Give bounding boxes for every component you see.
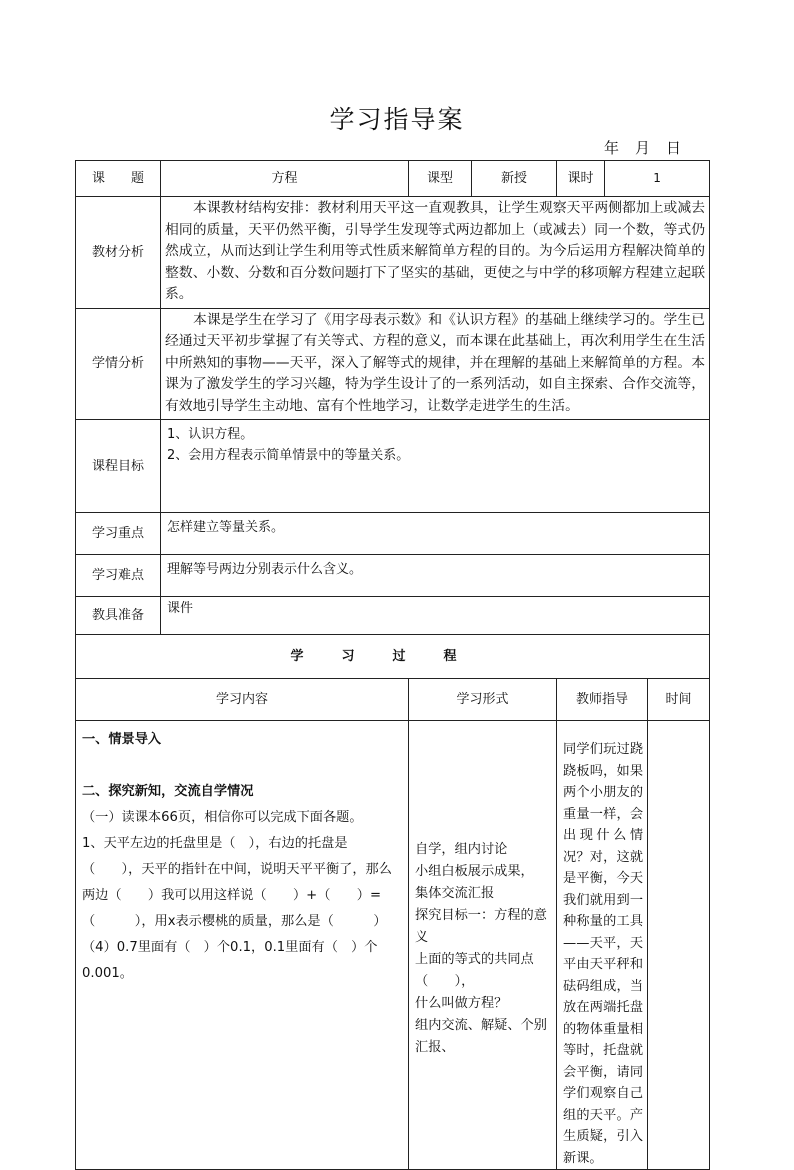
tools-row xyxy=(76,597,710,635)
section-explore: 二、探究新知，交流自学情况 xyxy=(82,784,254,799)
date-line xyxy=(604,137,697,158)
form-line: 探究目标一：方程的意义 xyxy=(415,908,547,945)
col-guide-header: 教师指导 xyxy=(557,679,648,721)
col-content-header: 学习内容 xyxy=(76,679,409,721)
topic-value: 方程 xyxy=(161,161,409,197)
difficulty-row xyxy=(76,555,710,597)
difficulty-label: 学习难点 xyxy=(76,555,161,597)
process-column-headers xyxy=(76,679,710,721)
col-form-header: 学习形式 xyxy=(409,679,557,721)
section-intro: 一、情景导入 xyxy=(82,732,162,747)
material-row xyxy=(76,197,710,309)
key-row xyxy=(76,513,710,555)
content-cell xyxy=(76,721,409,1170)
content-paragraph: 1、天平左边的托盘里是（ ），右边的托盘是（ ），天平的指针在中间，说明天平平衡了，那么两边（ ）我可以用这样说（ ）+（ ）=（ ），用x表示樱桃的质量，那么是（ ） xyxy=(82,836,392,929)
goal-text xyxy=(161,420,710,513)
goal-label: 课程目标 xyxy=(76,420,161,513)
form-cell xyxy=(409,721,557,1170)
difficulty-text: 理解等号两边分别表示什么含义。 xyxy=(161,555,710,597)
type-label: 课型 xyxy=(409,161,472,197)
content-paragraph: （4）0.7里面有（ ）个0.1，0.1里面有（ ）个0.001。 xyxy=(82,940,378,981)
process-heading: 学习过程 xyxy=(76,635,710,679)
student-label: 学情分析 xyxy=(76,308,161,420)
date-year: 年 xyxy=(604,139,620,157)
col-time-header: 时间 xyxy=(648,679,710,721)
date-day: 日 xyxy=(666,139,682,157)
form-line: 组内交流、解疑、个别汇报、 xyxy=(415,1018,547,1055)
goal-item: 2、会用方程表示简单情景中的等量关系。 xyxy=(167,448,410,463)
key-text: 怎样建立等量关系。 xyxy=(161,513,710,555)
form-line: 集体交流汇报 xyxy=(415,886,495,901)
student-row xyxy=(76,308,710,420)
form-line: 什么叫做方程？ xyxy=(415,996,508,1011)
student-text: 本课是学生在学习了《用字母表示数》和《认识方程》的基础上继续学习的。学生已经通过天平初步掌握了有关等式、方程的意义，而本课在此基础上，再次利用学生在生活中所熟知的事物——天平，深入了解等式的规律，并在理解的基础上来解简单的方程。本课为了激发学生的学习兴趣，特为学生设计了的一系列活动，如自主探索、合作交流等，有效地引导学生主动地、富有个性地学习，让数学走进学生的生活。 xyxy=(161,308,710,420)
time-cell xyxy=(648,721,710,1170)
goal-item: 1、认识方程。 xyxy=(167,427,254,442)
lesson-plan-table xyxy=(75,160,710,1170)
form-line: 小组白板展示成果， xyxy=(415,864,534,879)
type-value: 新授 xyxy=(472,161,557,197)
hours-label: 课时 xyxy=(557,161,605,197)
form-line: 上面的等式的共同点（ ）， xyxy=(415,952,534,989)
page-title: 学习指导案 xyxy=(329,105,465,134)
process-heading-row xyxy=(76,635,710,679)
form-line: 自学，组内讨论 xyxy=(415,842,508,857)
material-label: 教材分析 xyxy=(76,197,161,309)
header-row xyxy=(76,161,710,197)
tools-text: 课件 xyxy=(161,597,710,635)
content-paragraph: （一）读课本66页，相信你可以完成下面各题。 xyxy=(82,810,363,825)
guide-cell: 同学们玩过跷跷板吗，如果两个小朋友的重量一样，会出现什么情况？对，这就是平衡，今天我们就用到一种称量的工具——天平，天平由天平秤和砝码组成，当放在两端托盘的物体重量相等时，托盘就会平衡，请同学们观察自己组的天平。产生质疑，引入新课。 xyxy=(557,721,648,1170)
process-body-row xyxy=(76,721,710,1170)
tools-label: 教具准备 xyxy=(76,597,161,635)
material-text: 本课教材结构安排：教材利用天平这一直观教具，让学生观察天平两侧都加上或减去相同的质量，天平仍然平衡，引导学生发现等式两边都加上（或减去）同一个数，等式仍然成立，从而达到让学生利用等式性质来解简单方程的目的。为今后运用方程解决简单的整数、小数、分数和百分数问题打下了坚实的基础，更使之与中学的移项解方程建立起联系。 xyxy=(161,197,710,309)
topic-label: 课 题 xyxy=(76,161,161,197)
hours-value: 1 xyxy=(605,161,710,197)
date-month: 月 xyxy=(635,139,651,157)
goal-row xyxy=(76,420,710,513)
key-label: 学习重点 xyxy=(76,513,161,555)
